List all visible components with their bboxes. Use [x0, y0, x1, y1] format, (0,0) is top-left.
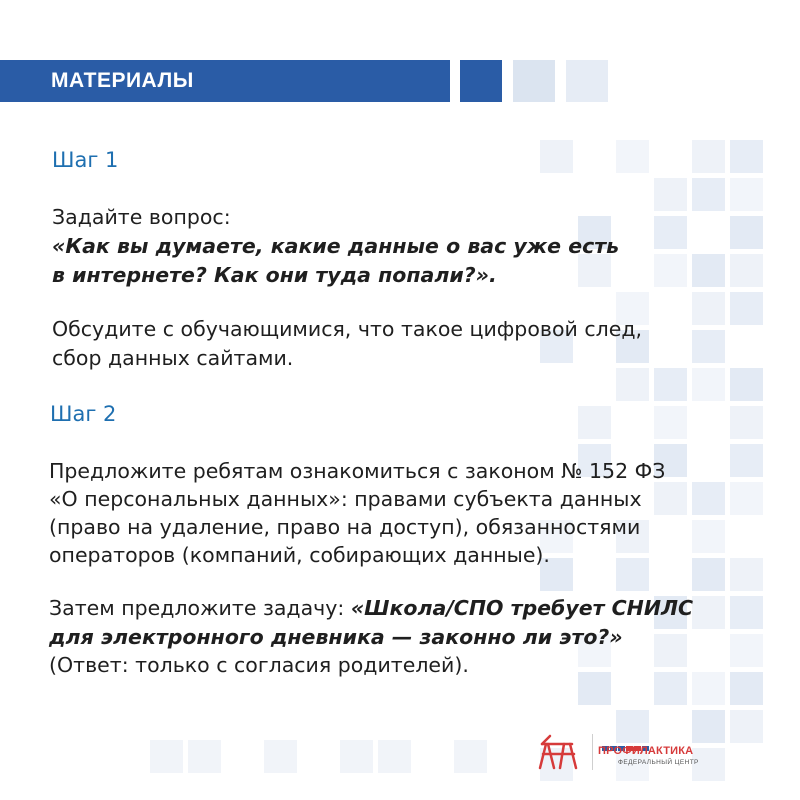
pattern-square: [378, 740, 411, 773]
step-1-prompt: Задайте вопрос:: [52, 205, 231, 229]
pattern-square: [730, 216, 763, 249]
step-2-task-question-line-1: «Школа/СПО требует СНИЛС: [350, 596, 694, 620]
pattern-square: [616, 558, 649, 591]
pattern-square: [654, 178, 687, 211]
pattern-square: [730, 406, 763, 439]
pattern-square: [654, 368, 687, 401]
chair-logo-icon: [534, 732, 582, 772]
header-square: [513, 60, 555, 102]
pattern-square: [264, 740, 297, 773]
step-1-title: Шаг 1: [52, 148, 119, 172]
step-2-task-question-line-2: для электронного дневника — законно ли это?»: [49, 625, 623, 649]
pattern-square: [730, 444, 763, 477]
pattern-square: [340, 740, 373, 773]
pattern-square: [540, 140, 573, 173]
brand-logo: [530, 728, 730, 776]
step-1-question-line-2: в интернете? Как они туда попали?».: [52, 263, 497, 287]
logo-name: ПРОФИЛАКТИКА: [598, 745, 694, 757]
pattern-square: [730, 368, 763, 401]
step-2-line-2: «О персональных данных»: правами субъекта данных: [49, 487, 642, 511]
pattern-square: [692, 596, 725, 629]
step-2-task-prefix: Затем предложите задачу:: [49, 596, 351, 620]
pattern-square: [692, 482, 725, 515]
pattern-square: [692, 672, 725, 705]
step-2-answer: (Ответ: только с согласия родителей).: [49, 653, 469, 677]
pattern-square: [654, 672, 687, 705]
pattern-square: [692, 558, 725, 591]
page-title: МАТЕРИАЛЫ: [51, 69, 194, 92]
pattern-square: [654, 406, 687, 439]
pattern-square: [730, 710, 763, 743]
pattern-square: [692, 520, 725, 553]
pattern-square: [616, 368, 649, 401]
header-square: [566, 60, 608, 102]
pattern-square: [616, 140, 649, 173]
header-square: [460, 60, 502, 102]
step-1-discuss-line-2: сбор данных сайтами.: [52, 346, 294, 370]
pattern-square: [654, 254, 687, 287]
pattern-square: [654, 634, 687, 667]
pattern-square: [730, 672, 763, 705]
step-1-discuss-line-1: Обсудите с обучающимися, что такое цифровой след,: [52, 317, 643, 341]
pattern-square: [150, 740, 183, 773]
step-2-line-1: Предложите ребятам ознакомиться с законом № 152 ФЗ: [49, 459, 666, 483]
pattern-square: [730, 292, 763, 325]
pattern-square: [692, 178, 725, 211]
pattern-square: [692, 254, 725, 287]
step-2-line-3: (право на удаление, право на доступ), обязанностями: [49, 515, 641, 539]
step-1-question-line-1: «Как вы думаете, какие данные о вас уже есть: [52, 234, 620, 258]
pattern-square: [188, 740, 221, 773]
pattern-square: [730, 596, 763, 629]
pattern-square: [654, 216, 687, 249]
pattern-square: [730, 558, 763, 591]
pattern-square: [730, 254, 763, 287]
pattern-square: [692, 330, 725, 363]
pattern-square: [692, 292, 725, 325]
pattern-square: [654, 482, 687, 515]
pattern-square: [730, 140, 763, 173]
pattern-square: [730, 178, 763, 211]
pattern-square: [578, 672, 611, 705]
pattern-square: [730, 482, 763, 515]
pattern-square: [578, 406, 611, 439]
logo-divider: [592, 734, 593, 770]
pattern-square: [730, 634, 763, 667]
pattern-square: [692, 368, 725, 401]
step-2-task-line-1: [49, 593, 693, 623]
step-2-title: Шаг 2: [50, 402, 117, 426]
step-2-line-4: операторов (компаний, собирающих данные).: [49, 543, 550, 567]
logo-subtitle: ФЕДЕРАЛЬНЫЙ ЦЕНТР: [618, 759, 699, 766]
pattern-square: [692, 140, 725, 173]
pattern-square: [454, 740, 487, 773]
